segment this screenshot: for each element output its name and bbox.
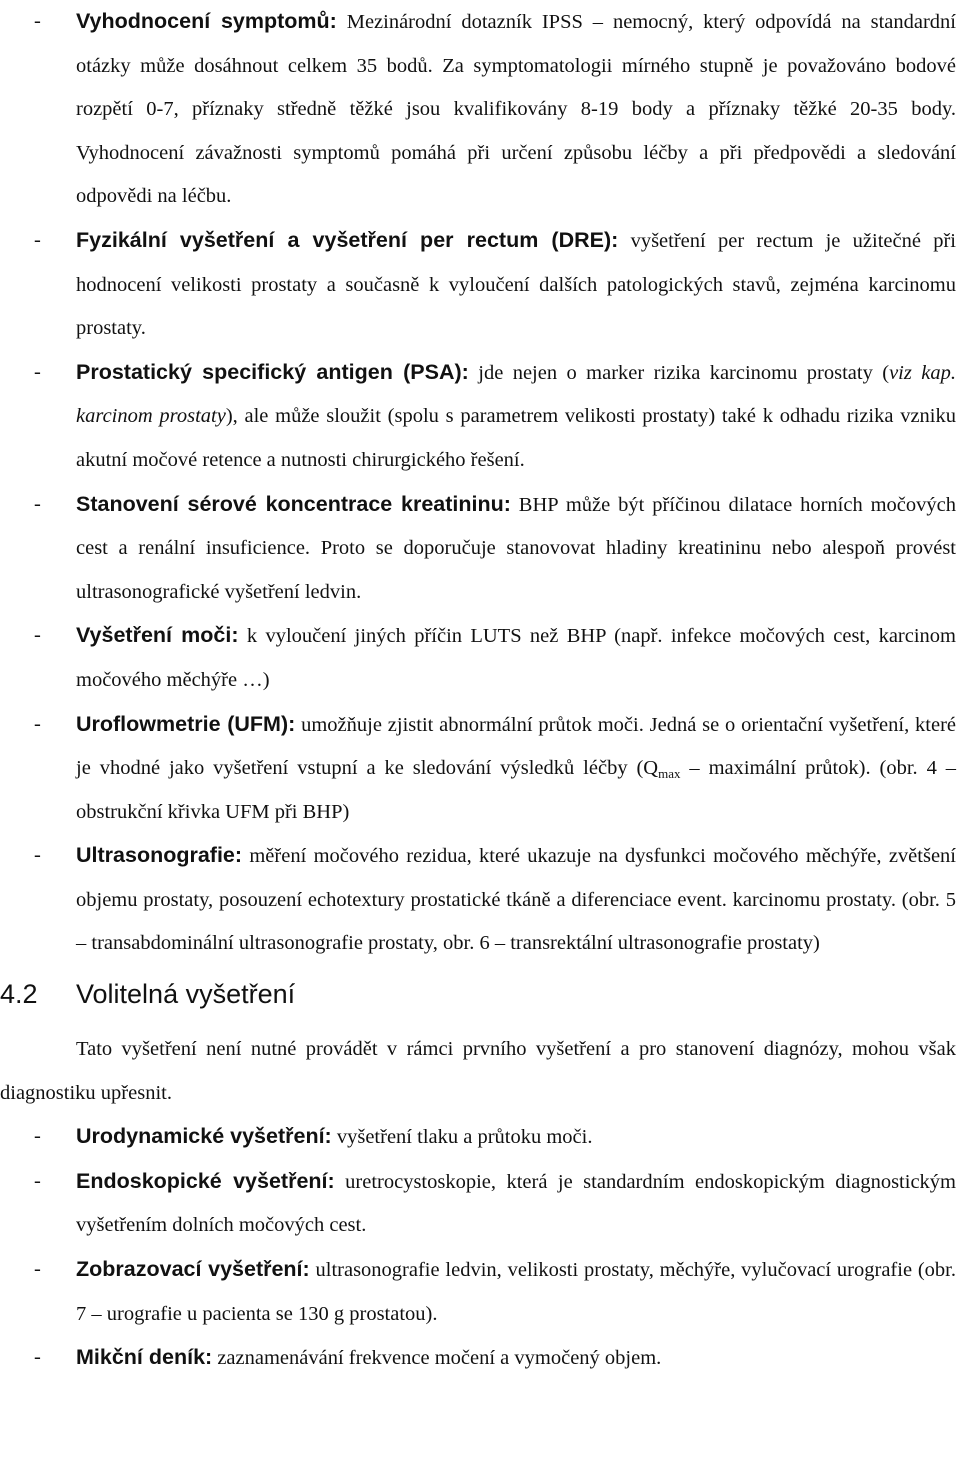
list-item-psa bbox=[0, 351, 960, 483]
list-dash: - bbox=[34, 844, 41, 867]
list-dash: - bbox=[34, 1125, 41, 1148]
list-item-imaging bbox=[0, 1248, 960, 1336]
item-text: jde nejen o marker rizika karcinomu prostaty ( bbox=[468, 361, 890, 384]
list-item-urodynamic bbox=[0, 1115, 960, 1160]
list-dash: - bbox=[34, 492, 41, 515]
item-term: Prostatický specifický antigen (PSA): bbox=[76, 359, 469, 384]
item-text: umožňuje zjistit abnormální průtok moči. Jedná se o orientační vyšetření, které je vhodné jako vyšetření vstupní a ke sledování výsledků léčby (Q bbox=[76, 713, 956, 780]
item-term: Ultrasonografie: bbox=[76, 843, 243, 868]
item-italic-reference: viz kap. karcinom prostaty bbox=[76, 361, 956, 428]
item-text: zaznamenávání frekvence močení a vymočený objem. bbox=[212, 1347, 662, 1370]
list-item-dre bbox=[0, 219, 960, 351]
item-text: Mezinárodní dotazník IPSS – nemocný, který odpovídá na standardní otázky může dosáhnout celkem 35 bodů. Za symptomatologii mírného stupně je považováno bodové rozpětí 0-7, příznaky středně těžké jsou kvalifikovány 8-19 body a příznaky těžké 20-35 body. Vyhodnocení závažnosti symptomů pomáhá při určení způsobu léčby a při předpovědi a sledování odpovědi na léčbu. bbox=[76, 11, 956, 208]
list-item-creatinine bbox=[0, 483, 960, 615]
list-item-voiding-diary bbox=[0, 1336, 960, 1381]
section-number: 4.2 bbox=[0, 979, 38, 1010]
item-term: Vyšetření moči: bbox=[76, 623, 239, 648]
item-text-continued: – maximální průtok). (obr. 4 – obstrukční křivka UFM při BHP) bbox=[76, 757, 957, 823]
list-dash: - bbox=[34, 1169, 41, 1192]
item-text: uretrocystoskopie, která je standardním endoskopickým diagnostickým vyšetřením dolních močových cest. bbox=[76, 1170, 956, 1237]
item-term: Zobrazovací vyšetření: bbox=[76, 1257, 310, 1282]
section-heading bbox=[0, 974, 960, 1014]
list-dash: - bbox=[34, 1258, 41, 1281]
item-term: Fyzikální vyšetření a vyšetření per rectum (DRE): bbox=[76, 227, 619, 252]
item-text: BHP může být příčinou dilatace horních močových cest a renální insuficience. Proto se doporučuje stanovovat hladiny kreatininu nebo alespoň provést ultrasonografické vyšetření ledvin. bbox=[76, 493, 956, 603]
item-term: Urodynamické vyšetření: bbox=[76, 1124, 332, 1149]
section-intro: Tato vyšetření není nutné provádět v rámci prvního vyšetření a pro stanovení diagnózy, mohou však diagnostiku upřesnit. bbox=[0, 1038, 956, 1104]
item-term: Endoskopické vyšetření: bbox=[76, 1168, 335, 1193]
item-term: Mikční deník: bbox=[76, 1345, 213, 1370]
list-item-symptoms bbox=[0, 0, 960, 219]
list-item-urine bbox=[0, 614, 960, 702]
item-term: Vyhodnocení symptomů: bbox=[76, 9, 337, 33]
item-text: vyšetření tlaku a průtoku moči. bbox=[331, 1126, 593, 1149]
list-item-endoscopic bbox=[0, 1160, 960, 1248]
item-text: ultrasonografie ledvin, velikosti prostaty, měchýře, vylučovací urografie (obr. 7 – urografie u pacienta se 130 g prostatou). bbox=[76, 1259, 956, 1325]
list-item-uroflowmetry bbox=[0, 703, 960, 835]
item-text: vyšetření per rectum je užitečné při hodnocení velikosti prostaty a současně k vyloučení dalších patologických stavů, zejména karcinomu prostaty. bbox=[76, 229, 956, 340]
item-text: měření močového rezidua, které ukazuje na dysfunkci močového měchýře, zvětšení objemu prostaty, posouzení echotextury prostatické tkáně a diferenciace event. karcinomu prostaty. (obr. 5 – transabdominální ultrasonografie prostaty, obr. 6 – transrektální ultrasonografie prostaty) bbox=[76, 845, 956, 955]
item-text-continued: ), ale může sloužit (spolu s parametrem velikosti prostaty) také k odhadu rizika vzniku akutní močové retence a nutnosti chirurgického řešení. bbox=[76, 405, 956, 471]
list-dash: - bbox=[34, 624, 41, 647]
list-dash: - bbox=[34, 712, 41, 735]
list-item-ultrasonography bbox=[0, 834, 960, 966]
item-term: Uroflowmetrie (UFM): bbox=[76, 711, 296, 736]
list-dash: - bbox=[34, 228, 41, 251]
item-term: Stanovení sérové koncentrace kreatininu: bbox=[76, 491, 511, 516]
subscript-max: max bbox=[658, 766, 681, 782]
list-dash: - bbox=[34, 10, 41, 32]
list-dash: - bbox=[34, 360, 41, 383]
section-title: Volitelná vyšetření bbox=[76, 979, 296, 1010]
item-text: k vyloučení jiných příčin LUTS než BHP (např. infekce močových cest, karcinom močového měchýře …) bbox=[76, 625, 956, 691]
list-dash: - bbox=[34, 1346, 41, 1369]
